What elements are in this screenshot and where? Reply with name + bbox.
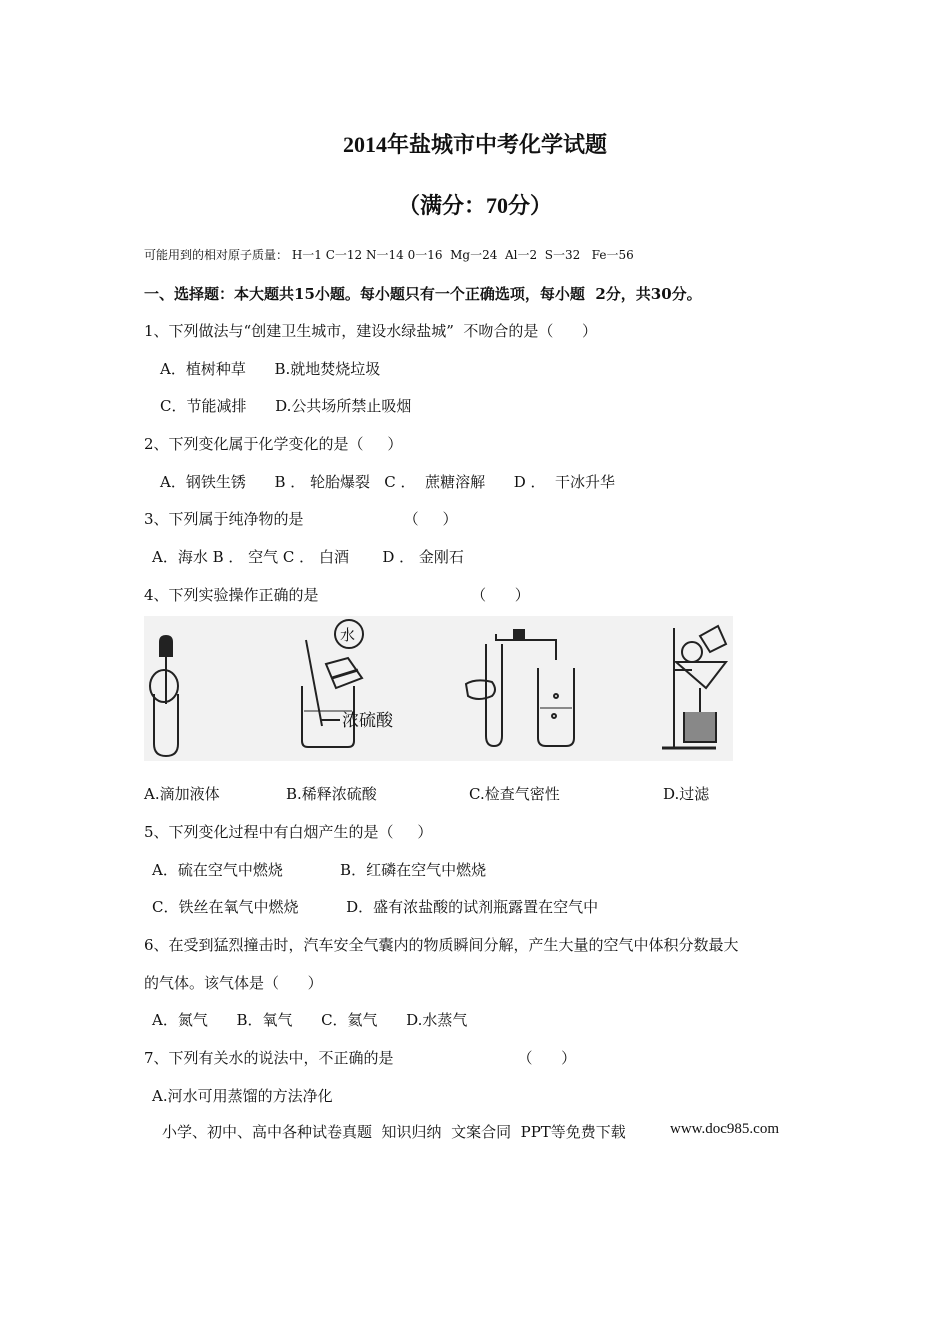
q7-option-a: A.河水可用蒸馏的方法净化 (152, 1087, 333, 1105)
page-title: 2014年盐城市中考化学试题 (342, 132, 607, 157)
airtightness-illustration (466, 630, 574, 746)
q3-options: A．海水 B ． 空气 C ． 白酒 D ． 金刚石 (152, 548, 464, 566)
q6-stem-1: 6、在受到猛烈撞击时，汽车安全气囊内的物质瞬间分解，产生大量的空气中体积分数最大 (144, 936, 739, 954)
q6-options: A．氮气 B．氧气 C．氦气 D.水蒸气 (152, 1011, 468, 1029)
footer-url[interactable]: www.doc985.com (670, 1121, 780, 1137)
q7-stem: 7、下列有关水的说法中，不正确的是 （ ） (144, 1049, 577, 1067)
q6-stem-2: 的气体。该气体是（ ） (144, 974, 323, 992)
q5-stem: 5、下列变化过程中有白烟产生的是（ ） (144, 823, 433, 841)
figure-label-water: 水 (340, 626, 356, 644)
page-subtitle: （满分：70分） (397, 193, 552, 218)
q4-caption-b: B.稀释浓硫酸 (286, 785, 377, 803)
q2-stem: 2、下列变化属于化学变化的是（ ） (144, 435, 403, 453)
q1-options-1: A．植树种草 B.就地焚烧垃圾 (160, 360, 381, 378)
footer-text: 小学、初中、高中各种试卷真题 知识归纳 文案合同 PPT等免费下载 (162, 1123, 626, 1141)
q1-stem: 1、下列做法与“创建卫生城市，建设水绿盐城” 不吻合的是（ ） (144, 322, 598, 340)
q4-caption-a: A.滴加液体 (144, 785, 220, 803)
q4-caption-d: D.过滤 (663, 785, 710, 803)
section-header: 一、选择题：本大题共15小题。每小题只有一个正确选项，每小题 2分，共30分。 (144, 285, 702, 303)
q4-stem: 4、下列实验操作正确的是 （ ） (144, 586, 530, 604)
q5-options-1: A．硫在空气中燃烧 B．红磷在空气中燃烧 (152, 861, 487, 879)
q3-stem: 3、下列属于纯净物的是 （ ） (144, 510, 458, 528)
filtration-illustration (662, 626, 726, 748)
q2-options: A．钢铁生锈 B ． 轮胎爆裂 C ． 蔗糖溶解 D ． 干冰升华 (160, 473, 616, 491)
q4-caption-c: C.检查气密性 (469, 785, 560, 803)
figure-label-acid: 浓硫酸 (342, 711, 393, 731)
q4-experiment-figure (144, 616, 733, 761)
q5-options-2: C．铁丝在氧气中燃烧 D．盛有浓盐酸的试剂瓶露置在空气中 (152, 898, 599, 916)
q1-options-2: C．节能减排 D.公共场所禁止吸烟 (160, 397, 412, 415)
atomic-masses: 可能用到的相对原子质量： H一1 C一12 N一14 0一16 Mg一24 Al一2 S一32 Fe一56 (144, 248, 634, 262)
dropper-illustration (150, 636, 178, 756)
